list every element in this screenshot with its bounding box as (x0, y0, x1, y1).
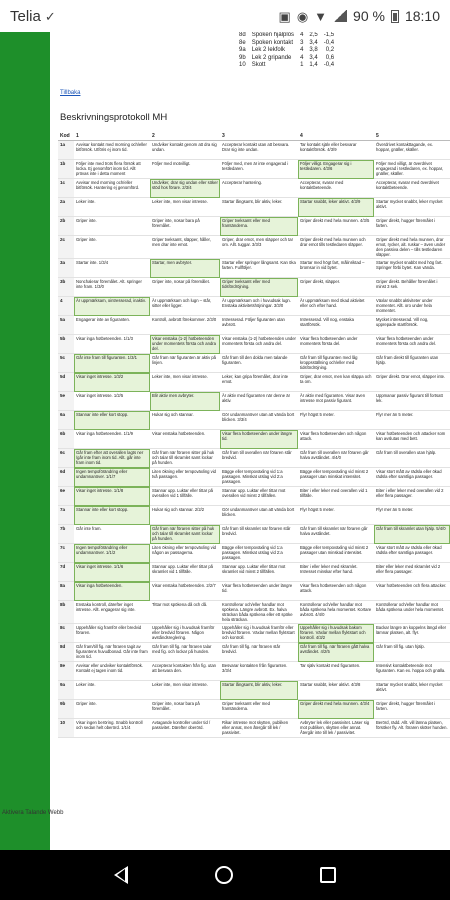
recent-apps-icon[interactable] (320, 867, 336, 883)
score-cell: 8d (239, 32, 246, 38)
protocol-cell: Griper inte, nosar bara på föremålet. (150, 700, 220, 719)
android-nav-bar (0, 850, 450, 900)
protocol-cell: Tittar mot spökena då och då. (150, 601, 220, 624)
protocol-cell: Startar mycket snabbt med hög fart. Springer förbi bytet. Kan vända. (374, 259, 450, 278)
protocol-cell: Griper direkt, hugger föremålet i farten. (374, 700, 450, 719)
protocol-cell: Rikar intresse mot skytten, publiken eller annat, men återgår till lek / passivitet. (220, 719, 298, 738)
talande-webb-label[interactable]: Aktivera Talande Webb (2, 810, 64, 816)
score-cell: 4 (300, 47, 304, 53)
protocol-cell: Stannar upp. Luktar eller tittar på overallen vid 1 tillfälle. (150, 487, 220, 506)
wifi-icon: ▼ (314, 8, 328, 24)
battery-text: 90 % (353, 8, 385, 24)
score-cell: Skott (251, 62, 266, 68)
protocol-cell: Hukar sig och stannar. (150, 411, 220, 430)
protocol-cell: Växlar snabbt aktiviteter under momentet. Allt. oro under hela momentet. (374, 297, 450, 316)
protocol-cell: Visar flera hotbeteenden och någon attack. (298, 430, 374, 449)
protocol-code-cell: 7d (58, 563, 74, 582)
protocol-cell: Uppehåller sig i huvudsak bakom föraren. Växlar mellan flyktstart och kontroll. 4/3/2 (298, 624, 374, 643)
protocol-cell: Ingen tempoförändring eller undamnanöver. 1/1/2 (74, 544, 150, 563)
protocol-cell: Griper tveksamt eller med tidsfördröjning. (220, 278, 298, 297)
protocol-cell: Går fram till den dolda men talande figuranten. (220, 354, 298, 373)
score-cell: Spoken hjälplös (251, 32, 295, 38)
score-cell: 3,4 (309, 54, 318, 61)
protocol-cell: Griper tveksamt, släpper, håller, men drar inte emot. (150, 236, 220, 259)
protocol-table (58, 132, 450, 738)
protocol-cell: Är uppmärksam med ökad aktivitet eller och efter hand. (298, 297, 374, 316)
protocol-cell: Kontroll, avbrott förekommer. 2/3/0 (150, 316, 220, 335)
check-download-icon: ✓ (44, 8, 56, 24)
protocol-header-cell: 4 (298, 132, 374, 141)
protocol-cell: Visar inget intresse. 1/3/2 (74, 373, 150, 392)
protocol-cell: Går fram till skramlet när föraren står bredvid. (220, 525, 298, 544)
protocol-cell: Startar eller springer långsamt. Kan öka farten. Fullföljer. (220, 259, 298, 278)
protocol-cell: Blir aktiv men avbryter. (150, 392, 220, 411)
protocol-cell: Visar flera hotbeteenden under längre tid. (220, 430, 298, 449)
protocol-cell: Går inte fram. (74, 525, 150, 544)
protocol-cell: Är aktiv med figuranten när denne är aktiv. (220, 392, 298, 411)
protocol-cell: Griper tveksamt eller med framtänderna. (220, 700, 298, 719)
protocol-cell: Intensivt kontaktbeteende mot figuranten. Kan ex. hoppa och gnälla. (374, 662, 450, 681)
protocol-cell: Går fram direkt till figuranten utan hjälp. (374, 354, 450, 373)
protocol-cell: Griper inte. (74, 217, 150, 236)
protocol-cell: Visar hotbeteenden och attacker som kan avslutas med bett. (374, 430, 450, 449)
protocol-cell: Är uppmärksam och i huvudsak lugn. Enstaka aktivitetshöjningar. 3/3/0 (220, 297, 298, 316)
protocol-cell: Griper direkt. Behåller föremålet i minst 3 sek. (374, 278, 450, 297)
protocol-header-cell: Kod (58, 132, 74, 141)
protocol-cell: Griper direkt med hela munnen, drar emot, rycker, alt. ruskar – även under den passiva delen – tills testledaren släpper. (374, 236, 450, 259)
protocol-cell: Följer inte med trots flera försök att locka. Ej genomfört inom tid. Allt prövas inte i detta moment (74, 160, 150, 179)
protocol-cell: Stannar upp. Luktar eller tittar på skramlet vid 1 tillfälle. (150, 563, 220, 582)
side-decoration (0, 32, 50, 850)
protocol-code-cell: 8b (58, 601, 74, 624)
protocol-cell: Går fram till overallen utan hjälp. (374, 449, 450, 468)
score-cell: 1,4 (309, 62, 318, 68)
protocol-row (58, 354, 450, 373)
protocol-cell: Startar snabbt, leker aktivt. 4/3/9 (298, 198, 374, 217)
protocol-code-cell: 2b (58, 217, 74, 236)
protocol-cell: Griper inte. (74, 236, 150, 259)
protocol-cell: Stannar inte eller kort stopp. (74, 411, 150, 430)
score-cell: Lek 2 lekfolk (251, 47, 286, 53)
protocol-cell: Visar enstaka (1-2) hotbeteenden under momentets första och andra del. (220, 335, 298, 354)
score-cell: 9a (239, 47, 246, 53)
protocol-row (58, 662, 450, 681)
protocol-row (58, 316, 450, 335)
protocol-cell: Biter i eller leker med overallen vid 2 eller flera passager. (374, 487, 450, 506)
protocol-cell: Intresserad. Vill nog, enstaka startförsök. (298, 316, 374, 335)
status-right (279, 8, 440, 24)
protocol-row (58, 217, 450, 236)
protocol-cell: Visar enstaka (1-2) hotbeteenden under momentets första och andra del. (150, 335, 220, 354)
score-cell: Lek 2 gripande (251, 54, 292, 61)
protocol-code-cell: 5d (58, 373, 74, 392)
protocol-cell: Visar inga hotbeteenden. 1/1/9 (74, 430, 150, 449)
protocol-cell: Griper, drar emot, men släpper och tar om. Allt. tuggar. 3/3/3 (220, 236, 298, 259)
protocol-cell: Startar långsamt, blir aktiv, leker. (220, 681, 298, 700)
protocol-cell: Undviker kontakt genom att dra sig undan. (150, 141, 220, 160)
protocol-cell: Gör undanmanöver utan att vända bort blicken. 3/3/4 (220, 411, 298, 430)
protocol-cell: Startar snabbt, leker aktivt. 4/3/8 (298, 681, 374, 700)
protocol-cell: Går fram till fig. när föraren gått halva avståndet. 4/2/5 (298, 643, 374, 662)
score-row (236, 47, 337, 55)
protocol-cell: Går fram till fig. när föraren står bredvid. (220, 643, 298, 662)
protocol-cell: Startar mycket snabbt, leker mycket aktivt. (374, 198, 450, 217)
protocol-cell: Följer villigt. Engagerar sig i testledaren. 4/3/6 (298, 160, 374, 179)
protocol-code-cell: 2a (58, 198, 74, 217)
protocol-cell: Accepterar, svarar med kontaktbeteende. (298, 179, 374, 198)
page-title: Beskrivningsprotokoll MH (60, 112, 168, 123)
protocol-cell: Visar stort mått av rädsla eller ökad rädsla efter samtliga passager. (374, 468, 450, 487)
protocol-cell: Uppmanar passiv figurant till fortsatt lek. (374, 392, 450, 411)
protocol-row (58, 624, 450, 643)
protocol-cell: Leker inte, men visar intresse. (150, 373, 220, 392)
protocol-row (58, 643, 450, 662)
protocol-cell: Bägge eller tempoväxling vid 1:a passagen. Minskat utslag vid 2:a passagen. (220, 468, 298, 487)
protocol-cell: Följer med motvilligt. (150, 160, 220, 179)
protocol-cell: Griper inte, nosar på föremålet. (150, 278, 220, 297)
protocol-cell: Engagerar inte av figuranten. (74, 316, 150, 335)
protocol-cell: Griper inte. (74, 700, 150, 719)
protocol-cell: Överdrivet kontakttagande, ex. hoppar, gnäller, skäller. (374, 141, 450, 160)
protocol-row (58, 487, 450, 506)
protocol-cell: Griper inte, nosar bara på föremålet. (150, 217, 220, 236)
back-icon[interactable] (114, 866, 128, 884)
protocol-cell: Intresserad. Följer figuranten utan avbrott. (220, 316, 298, 335)
protocol-cell: Leker inte. (74, 681, 150, 700)
protocol-cell: Leker inte, men visar intresse. (150, 198, 220, 217)
protocol-code-cell: 3b (58, 278, 74, 297)
protocol-code-cell: 8e (58, 662, 74, 681)
protocol-row (58, 449, 450, 468)
score-table (236, 32, 337, 70)
eye-icon: ◉ (296, 8, 309, 24)
protocol-cell: Visar enstaka hotbeteenden. (150, 430, 220, 449)
protocol-row (58, 297, 450, 316)
protocol-cell: Flyr högst 5 meter. (298, 411, 374, 430)
protocol-row (58, 563, 450, 582)
protocol-cell: Startar, men avbryter. (150, 259, 220, 278)
protocol-row (58, 681, 450, 700)
protocol-cell: Griper direkt med hela munnen och drar emot tills testledaren släpper. (298, 236, 374, 259)
protocol-cell: Visar inga hotbeteenden. (74, 582, 150, 601)
status-bar (0, 0, 450, 32)
protocol-code-cell: 6a (58, 411, 74, 430)
protocol-cell: Visar enstaka hotbeteenden. 2/2/7 (150, 582, 220, 601)
protocol-cell: Startar långsamt, blir aktiv, leker. (220, 198, 298, 217)
protocol-cell: Accepterar kontakt utan att besvara. Drar sig inte undan. (220, 141, 298, 160)
score-cell: -1,5 (323, 32, 335, 38)
protocol-cell: Flyr mer än 5 meter. (374, 506, 450, 525)
protocol-row (58, 544, 450, 563)
protocol-code-cell: 5e (58, 392, 74, 411)
protocol-cell: Avvisar kontakt med morning och/eller bitförsök. Utföris ej inom tid. (74, 141, 150, 160)
protocol-code-cell: 5a (58, 316, 74, 335)
protocol-cell: Hukar sig och stannar. 2/2/2 (150, 506, 220, 525)
protocol-cell: Flyr mer än 5 meter. (374, 411, 450, 430)
protocol-cell: Tar själv kontakt med figuranten. (298, 662, 374, 681)
protocol-cell: Biter i eller leker med skramlet. Intresset minskar efter hand. (298, 563, 374, 582)
protocol-cell: Griper, drar emot, men kan släppa och ta om. (298, 373, 374, 392)
protocol-cell: Ingen tempoförändring eller undamnanöver. 1/1/7 (74, 468, 150, 487)
protocol-cell: Går fram till fig. utan hjälp. (374, 643, 450, 662)
protocol-cell: Stannar inte eller kort stopp. (74, 506, 150, 525)
protocol-cell: Biter i eller leker med overallen vid 1 tillfälle. (298, 487, 374, 506)
protocol-cell: Griper direkt, släpper. (298, 278, 374, 297)
protocol-row (58, 719, 450, 738)
protocol-cell: Nonchalerar föremålet. Alt. springer inte fram. 1/3/0 (74, 278, 150, 297)
protocol-cell: Leker inte, men visar intresse. (150, 681, 220, 700)
protocol-code-cell: 6b (58, 430, 74, 449)
protocol-code-cell: 7c (58, 544, 74, 563)
protocol-cell: Griper direkt med hela munnen. 4/3/5 (298, 217, 374, 236)
protocol-code-cell: 5b (58, 335, 74, 354)
protocol-cell: Accepterar kontakten från fig. utan att besvara den. (150, 662, 220, 681)
protocol-cell: Avvisar med morning och/eller bitförsök. Hantering ej genomförd. (74, 179, 150, 198)
protocol-code-cell: 1c (58, 179, 74, 198)
protocol-header-cell: 3 (220, 132, 298, 141)
protocol-code-cell: 10 (58, 719, 74, 738)
protocol-cell: Flyr högst 5 meter. (298, 506, 374, 525)
protocol-cell: Går fram till fig. när föraren talar med fig. och lockar på hunden. (150, 643, 220, 662)
score-cell: 1 (300, 62, 304, 68)
protocol-table-wrapper (58, 132, 450, 840)
protocol-cell: Avvisar eller undviker kontaktförsök. Kontakt ej tagen inom tid. (74, 662, 150, 681)
protocol-row (58, 430, 450, 449)
protocol-cell: Accepterar hantering. (220, 179, 298, 198)
protocol-cell: Går fram när föraren sitter på huk och talar till skramlet samt lockar på hunden. (150, 449, 220, 468)
protocol-code-cell: 8a (58, 582, 74, 601)
protocol-cell: Uppehåller sig i huvudsak framför eller bredvid föraren. Växlar mellan flyktstart och kontroll. (220, 624, 298, 643)
protocol-cell: Mycket intresserad. Vill nog, upprepade startförsök. (374, 316, 450, 335)
protocol-cell: Går fram till skramlet när föraren går halva avståndet. (298, 525, 374, 544)
protocol-cell: Kontrollerar och/eller handlar mot båda spökena hela momentet. Kortare avbrott. 4/4/0 (298, 601, 374, 624)
protocol-cell: Går fram till overallen när föraren går halva avståndet. 4/4/0 (298, 449, 374, 468)
protocol-cell: Följer med villigt, är överdrivet engagerad i testledaren, ex. hoppar, gnäller, skäller. (374, 160, 450, 179)
protocol-cell: Visar inget intresse. 1/1/8 (74, 487, 150, 506)
protocol-code-cell: 6d (58, 468, 74, 487)
score-row (236, 62, 337, 70)
protocol-cell: Stannar upp. Luktar eller tittar mot overallen vid minst 2 tillfällen. (220, 487, 298, 506)
protocol-code-cell: 8d (58, 643, 74, 662)
protocol-cell: Enstaka kontroll, därefter inget intresse. Allt. engagerar sig inte. (74, 601, 150, 624)
protocol-cell: Visar inget intresse. 1/2/5 (74, 392, 150, 411)
protocol-cell: Går fram till skramlet utan hjälp. 5/4/0 (374, 525, 450, 544)
score-cell: -0,4 (323, 62, 335, 68)
protocol-code-cell: 3a (58, 259, 74, 278)
protocol-code-cell: 8c (58, 624, 74, 643)
protocol-row (58, 373, 450, 392)
protocol-code-cell: 6e (58, 487, 74, 506)
protocol-row (58, 198, 450, 217)
protocol-cell: Bägge eller tempoväxling vid minst 2 passager utan minskat intensitet. (298, 468, 374, 487)
protocol-cell: Visar inga hotbeteenden. 1/1/3 (74, 335, 150, 354)
protocol-cell: Leker, kan gripa föremålet, drar inte emot. (220, 373, 298, 392)
protocol-cell: Visar flera hotbeteenden under momentets första och andra del. (374, 335, 450, 354)
protocol-cell: Besvarar kontakten från figuranten. 3/3/4 (220, 662, 298, 681)
carrier (10, 8, 56, 25)
protocol-code-cell: 2c (58, 236, 74, 259)
protocol-code-cell: 7a (58, 506, 74, 525)
protocol-cell: Liten ökning eller tempoväxling vid någon av passagerna. (150, 544, 220, 563)
protocol-cell: Gör undanmanöver utan att vända bort blicken. (220, 506, 298, 525)
protocol-code-cell: 1b (58, 160, 74, 179)
protocol-row (58, 160, 450, 179)
protocol-cell: Leker inte. (74, 198, 150, 217)
carrier-name: Telia (10, 7, 41, 25)
protocol-code-cell: 6c (58, 449, 74, 468)
score-cell: 3,4 (309, 39, 318, 46)
protocol-code-cell: 1a (58, 141, 74, 160)
protocol-row (58, 141, 450, 160)
protocol-cell: Startar mycket snabbt, leker mycket aktivt. (374, 681, 450, 700)
protocol-row (58, 582, 450, 601)
protocol-cell: Biter eller leker med skramlet vid 2 eller flera passager. (374, 563, 450, 582)
score-row (236, 32, 337, 40)
score-cell: 2,5 (309, 32, 318, 38)
score-cell: 9b (239, 54, 246, 61)
protocol-row (58, 236, 450, 259)
protocol-row (58, 468, 450, 487)
protocol-row (58, 700, 450, 719)
protocol-header-cell: 5 (374, 132, 450, 141)
score-cell: 3,8 (309, 47, 318, 53)
protocol-cell: Går fram efter att overallen lagts ner /går inte fram inom tid. Allt. går inte fram inom tid. (74, 449, 150, 468)
score-cell: -0,4 (323, 39, 335, 46)
protocol-cell: Griper direkt, hugger föremålet i farten. (374, 217, 450, 236)
protocol-row (58, 392, 450, 411)
score-row (236, 40, 337, 48)
score-cell: 0,6 (325, 54, 335, 61)
protocol-cell: Griper direkt. Drar emot, släpper inte. (374, 373, 450, 392)
protocol-code-cell: 5c (58, 354, 74, 373)
protocol-code-cell: 4 (58, 297, 74, 316)
protocol-cell: Kontrollerar och/eller handlar mot båda spökena under hela momentet. (374, 601, 450, 624)
protocol-cell: Stannar upp. Luktar eller tittar mot skramlet vid minst 2 tillfällen. (220, 563, 298, 582)
protocol-cell: Undviker, drar sig undan eller söker stöd hos förare. 2/3/4 (150, 179, 220, 198)
protocol-cell: Tar kontakt själv eller besvarar kontaktförsök. 4/3/9 (298, 141, 374, 160)
protocol-cell: Berörd, rädd. Allt. vill lämna platsen, försöker fly. Alt. föraren sköter hunden. (374, 719, 450, 738)
battery-icon (391, 10, 399, 23)
protocol-cell: Startar inte. 1/3/4 (74, 259, 150, 278)
protocol-code-cell: 9a (58, 681, 74, 700)
protocol-cell: Visar stort mått av rädsla eller ökad rädsla efter samtliga passager. (374, 544, 450, 563)
protocol-cell: Är uppmärksam, ointresserad, inaktiv. (74, 297, 150, 316)
protocol-row (58, 179, 450, 198)
score-cell: 10 (239, 62, 246, 68)
image-icon: ▣ (278, 8, 291, 24)
protocol-cell: Uppehåller sig framför eller bredvid föraren. (74, 624, 150, 643)
score-row (236, 55, 337, 63)
protocol-cell: Bägge eller tempoväxling vid minst 2 passager utan minskad intensitet. (298, 544, 374, 563)
protocol-cell: Liten ökning eller tempoväxling vid två passagen. (150, 468, 220, 487)
score-cell: 4 (300, 54, 304, 61)
protocol-row (58, 259, 450, 278)
protocol-cell: Griper direkt med hela munnen. 4/3/4 (298, 700, 374, 719)
protocol-cell: Visar inget intresse. 1/1/6 (74, 563, 150, 582)
protocol-cell: Visar flera hotbeteenden under momentets första del. (298, 335, 374, 354)
protocol-cell: Kontrollerar och/eller handlar mot spökena. Längre avbrott. Ex. halva sträckan båda spökena eller ett spöke hela sträckan. (220, 601, 298, 624)
protocol-header-cell: 2 (150, 132, 220, 141)
protocol-cell: Följer med, men är inte engagerad i testledaren. (220, 160, 298, 179)
clock: 18:10 (404, 8, 440, 24)
score-cell: Spoken kontakt (251, 39, 294, 46)
protocol-code-cell: 9b (58, 700, 74, 719)
score-cell: 3 (300, 39, 304, 46)
score-cell: 4 (300, 32, 304, 38)
protocol-cell: Går fram när figuranten är aktiv på linjen. (150, 354, 220, 373)
back-link[interactable]: Tillbaka (60, 90, 81, 96)
signal-icon (333, 10, 347, 22)
protocol-cell: Uppehåller sig i huvudsak framför eller bredvid föraren. Någon avståndsreglering. (150, 624, 220, 643)
protocol-cell: Går fram när föraren sitter på huk och talar till skramlet samt lockar på hunden. (150, 525, 220, 544)
protocol-header-row (58, 132, 450, 141)
protocol-row (58, 335, 450, 354)
protocol-cell: Visar hotbeteenden och flera attacker. (374, 582, 450, 601)
protocol-cell: Går fram/till fig. när föraren tagit av figurantens huvudbonad. Går inte fram inom tid. (74, 643, 150, 662)
protocol-cell: Visar flera hotbeteenden under längre tid. (220, 582, 298, 601)
protocol-code-cell: 7b (58, 525, 74, 544)
protocol-cell: Visar flera hotbeteenden och någon attack. (298, 582, 374, 601)
protocol-cell: Griper tveksamt eller med framtänderna. (220, 217, 298, 236)
protocol-cell: Backar längre än koppelns längd eller lämnar platsen, alt. flyr. (374, 624, 450, 643)
score-cell: 0,2 (325, 47, 335, 53)
home-icon[interactable] (215, 866, 233, 884)
protocol-cell: Accepterar, svarar med överdrivet kontaktbeteende. (374, 179, 450, 198)
protocol-row (58, 411, 450, 430)
score-cell: 8e (239, 39, 246, 46)
protocol-cell: Går fram till figuranten med låg kroppsställning och/eller med tidsfördröjning. (298, 354, 374, 373)
protocol-cell: Startar med högt fart, målinriktad – bromsar in vid bytet. (298, 259, 374, 278)
protocol-cell: Är aktiv med figuranten. Visar även intresse mot passiv figurant. (298, 392, 374, 411)
protocol-cell: Är uppmärksam och lugn – står, sitter eller ligger. (150, 297, 220, 316)
protocol-row (58, 525, 450, 544)
protocol-header-cell: 1 (74, 132, 150, 141)
protocol-cell: Avtagande kontroller under tid / passivitet. Därefter oberörd. (150, 719, 220, 738)
protocol-row (58, 506, 450, 525)
protocol-cell: Går fram till overallen när föraren står bredvid. (220, 449, 298, 468)
page-content[interactable] (50, 32, 450, 850)
protocol-row (58, 278, 450, 297)
protocol-cell: Avbryter lek eller passivitet. Läser sig mot publiken, skytten eller annat. Återgår inte till lek / passivitet. (298, 719, 374, 738)
protocol-cell: Bägge eller tempoväxling vid 1:a passagen. Minskat utslag vid 2:a passagen. (220, 544, 298, 563)
protocol-cell: Går inte fram till figuranten. 1/3/1 (74, 354, 150, 373)
protocol-row (58, 601, 450, 624)
protocol-cell: Visar ingen beröring. Snabb kontroll och sedan helt oberörd. 1/1/4 (74, 719, 150, 738)
